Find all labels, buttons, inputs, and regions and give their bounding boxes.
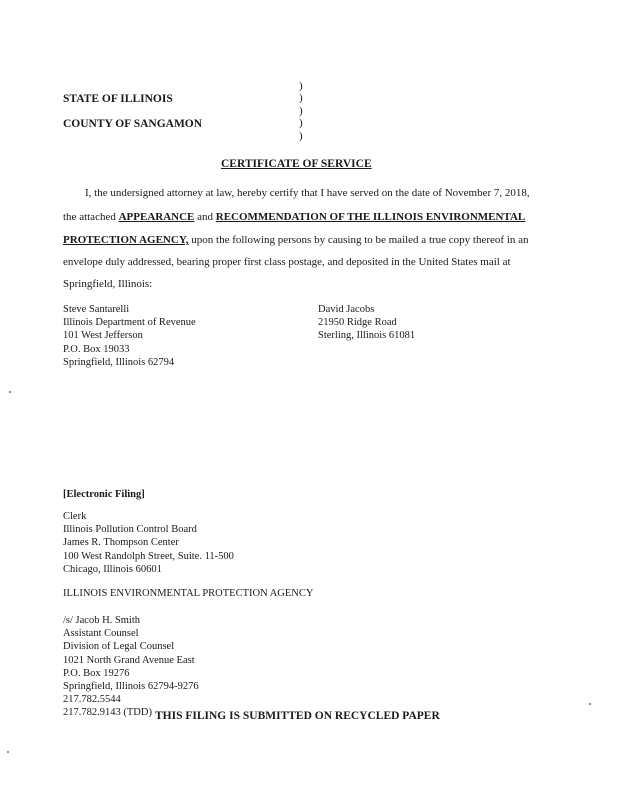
body-line-5: Springfield, Illinois: [63, 278, 153, 290]
agency-ref: PROTECTION AGENCY, [63, 234, 189, 246]
body-line-1: I, the undersigned attorney at law, hereby certify that I have served on the date of November 7, 2018, [85, 187, 530, 199]
electronic-filing-heading: [Electronic Filing] [63, 489, 145, 500]
signature-line: 217.782.9143 (TDD) [63, 707, 152, 719]
address-line: 101 West Jefferson [63, 330, 143, 342]
signature-line: /s/ Jacob H. Smith [63, 615, 141, 626]
caption-parentheses [299, 80, 303, 142]
paren: ) [299, 117, 303, 130]
address-line: P.O. Box 19033 [63, 343, 130, 355]
signature-line: P.O. Box 19276 [63, 667, 130, 679]
paren: ) [299, 129, 303, 142]
address-line: 100 West Randolph Street, Suite. 11-500 [63, 550, 234, 562]
address-line: Illinois Pollution Control Board [63, 524, 197, 536]
address-line: Steve Santarelli [63, 304, 130, 315]
recommendation-ref: RECOMMENDATION OF THE ILLINOIS ENVIRONMENTAL [215, 211, 526, 223]
paren: ) [299, 92, 303, 105]
clerk-address [63, 510, 234, 576]
signature-line: Division of Legal Counsel [63, 641, 175, 653]
address-line: Clerk [63, 511, 87, 522]
appearance-ref: APPEARANCE [118, 211, 195, 223]
paren: ) [299, 80, 303, 92]
paren: ) [299, 104, 303, 117]
address-line: Chicago, Illinois 60601 [63, 563, 162, 575]
address-line: David Jacobs [318, 304, 375, 315]
address-line: 21950 Ridge Road [318, 317, 397, 329]
signature-line: 217.782.5544 [63, 694, 121, 706]
address-line: Illinois Department of Revenue [63, 317, 196, 329]
scan-speck [7, 751, 9, 753]
body-line-3: PROTECTION AGENCY, upon the following persons by causing to be mailed a true copy thereof in an [63, 234, 529, 246]
recycled-paper-footer: THIS FILING IS SUBMITTED ON RECYCLED PAPER [155, 710, 440, 722]
state-caption: STATE OF ILLINOIS [63, 93, 173, 105]
body-line-2: the attached APPEARANCE and RECOMMENDATION OF THE ILLINOIS ENVIRONMENTAL [63, 211, 526, 223]
address-line: Sterling, Illinois 61081 [318, 330, 416, 342]
recipient-left [63, 303, 196, 369]
body-line-4: envelope duly addressed, bearing proper first class postage, and deposited in the United States mail at [63, 256, 511, 268]
recipient-right [318, 303, 415, 343]
signature-line: 1021 North Grand Avenue East [63, 654, 195, 666]
scan-speck [589, 703, 591, 705]
signature-line: Assistant Counsel [63, 628, 139, 640]
signature-line: Springfield, Illinois 62794-9276 [63, 681, 199, 693]
agency-name: ILLINOIS ENVIRONMENTAL PROTECTION AGENCY [63, 588, 314, 599]
address-line: Springfield, Illinois 62794 [63, 356, 175, 368]
scan-speck [9, 391, 11, 393]
signature-block [63, 614, 199, 720]
address-line: James R. Thompson Center [63, 537, 179, 549]
page-title: CERTIFICATE OF SERVICE [221, 158, 372, 170]
county-caption: COUNTY OF SANGAMON [63, 118, 203, 130]
